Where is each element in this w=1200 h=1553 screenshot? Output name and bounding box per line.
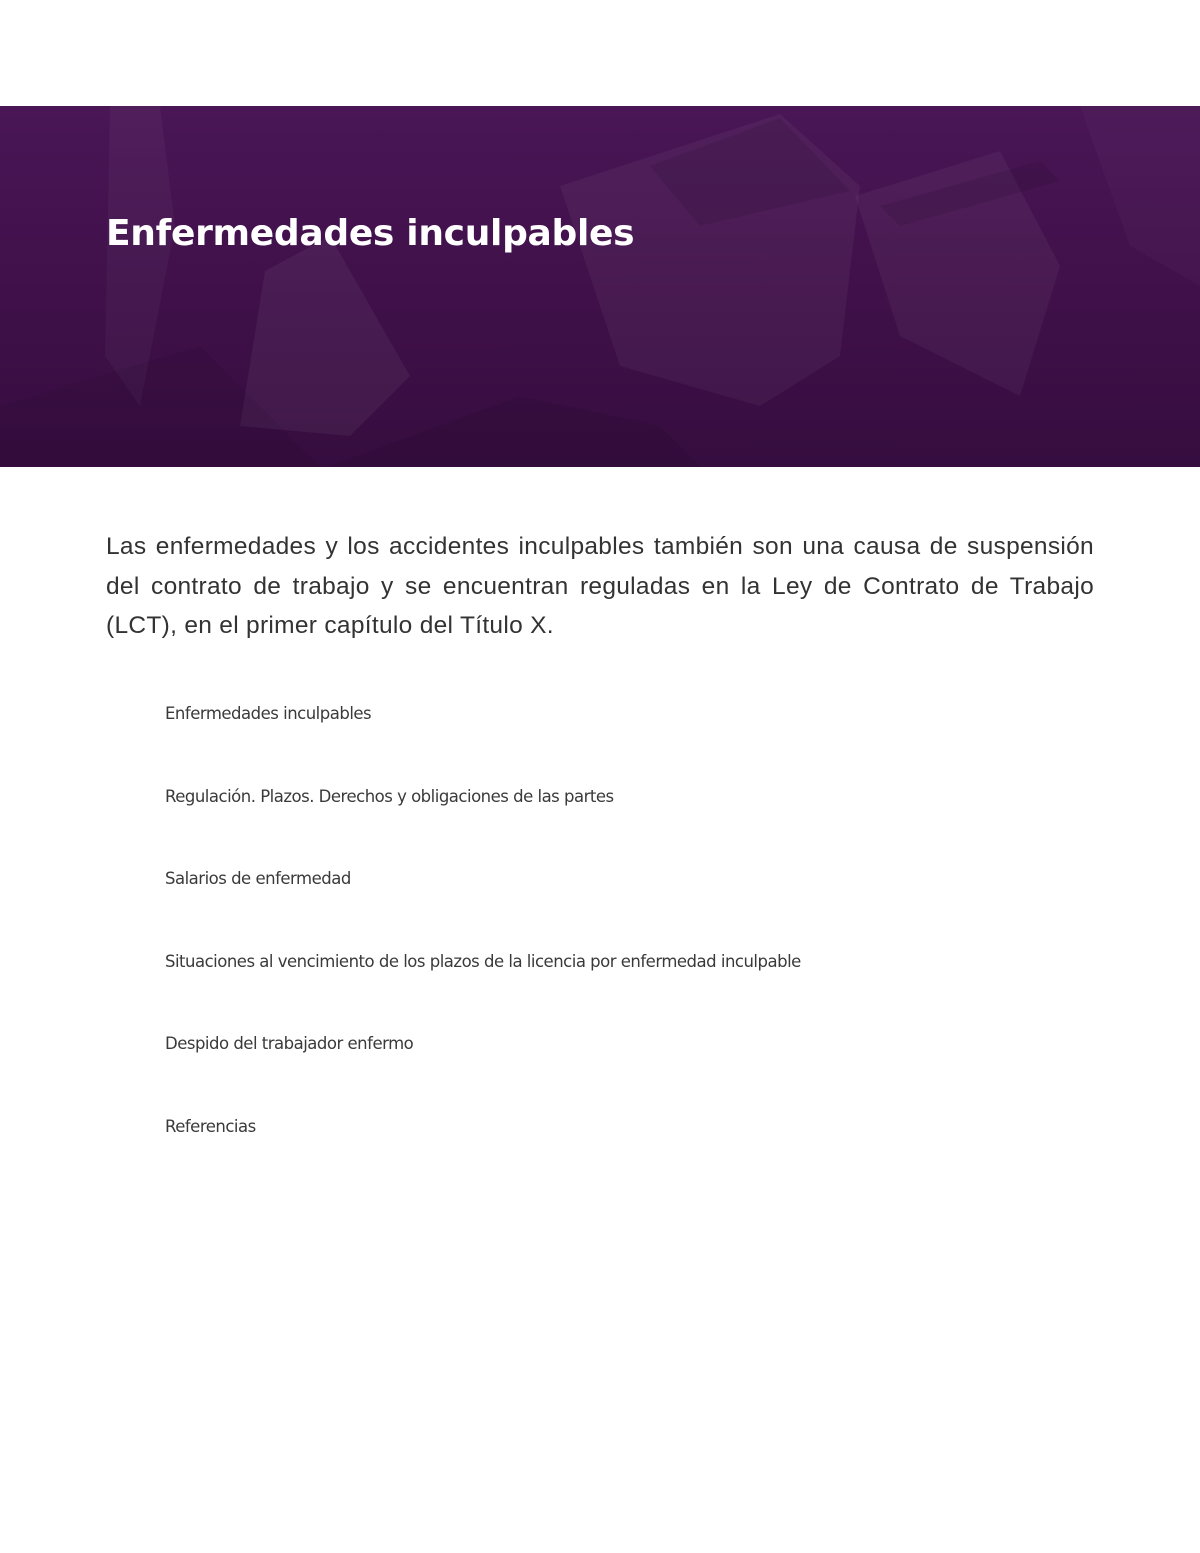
toc-item-label[interactable]: Referencias — [165, 1116, 256, 1136]
toc-item[interactable] — [165, 865, 801, 948]
toc-item[interactable] — [165, 1030, 801, 1113]
toc-item[interactable] — [165, 700, 801, 783]
toc-item-label[interactable]: Salarios de enfermedad — [165, 869, 351, 888]
toc-item[interactable] — [165, 783, 801, 866]
banner-background-image — [0, 106, 1200, 467]
toc-item-label[interactable]: Situaciones al vencimiento de los plazos de la licencia por enfermedad inculpable — [165, 951, 801, 971]
header-banner — [0, 106, 1200, 467]
table-of-contents — [165, 700, 801, 1195]
toc-item[interactable] — [165, 948, 801, 1031]
page-title: Enfermedades inculpables — [106, 213, 635, 254]
intro-paragraph: Las enfermedades y los accidentes inculpables también son una causa de suspensión del contrato de trabajo y se encuentran reguladas en la Ley de Contrato de Trabajo (LCT), en el primer capítulo del Título X. — [106, 533, 1094, 639]
toc-item-label[interactable]: Regulación. Plazos. Derechos y obligaciones de las partes — [165, 786, 614, 806]
toc-item-label[interactable]: Enfermedades inculpables — [165, 704, 372, 723]
toc-item[interactable] — [165, 1113, 801, 1196]
toc-item-label[interactable]: Despido del trabajador enfermo — [165, 1034, 414, 1053]
